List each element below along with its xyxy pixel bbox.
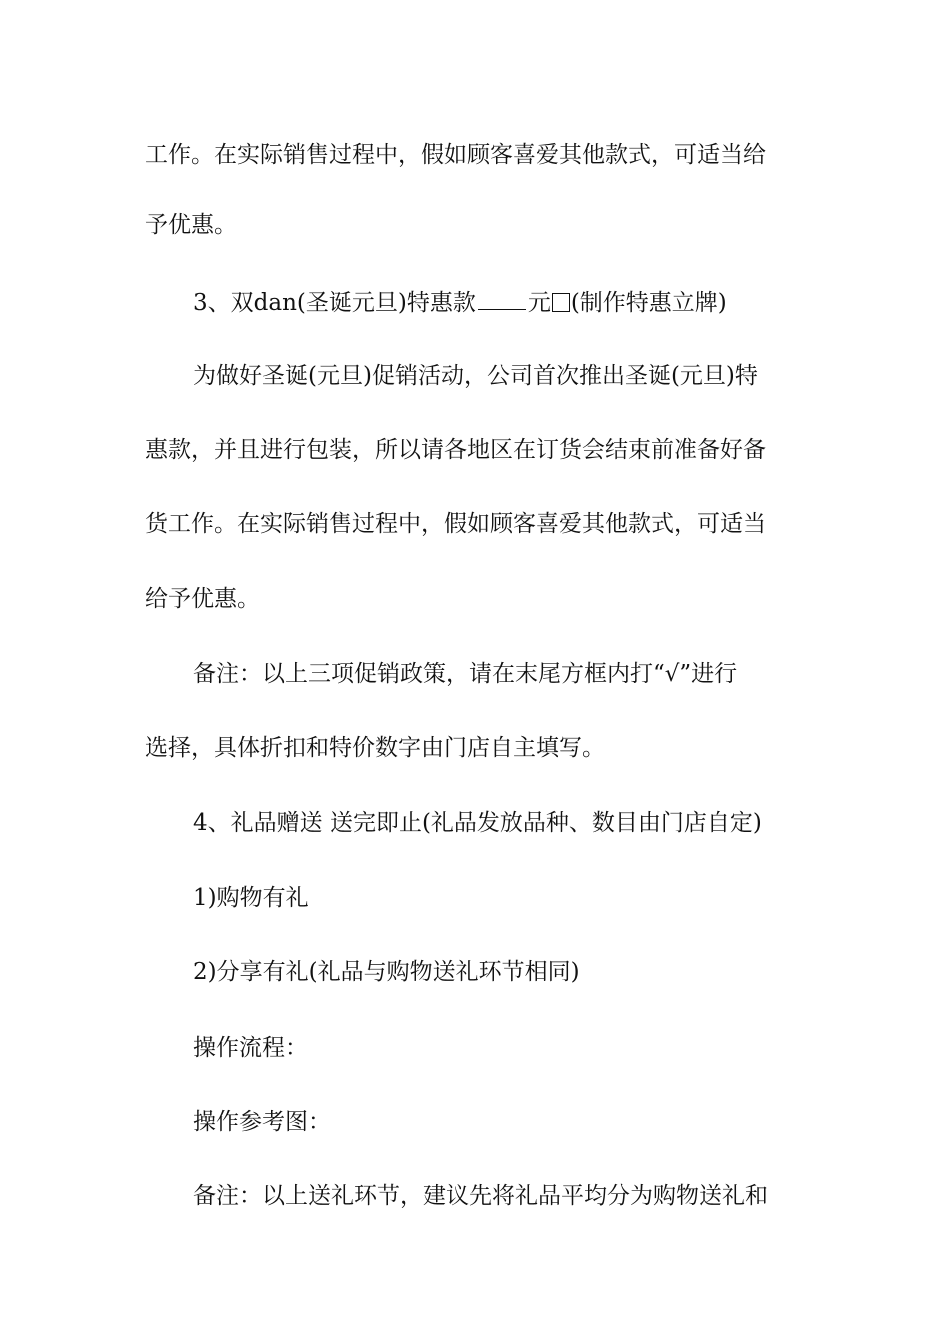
item-3-unit: 元 — [527, 290, 551, 316]
item-3-suffix: (制作特惠立牌) — [570, 290, 727, 316]
paragraph-line: 为做好圣诞(元旦)促销活动，公司首次推出圣诞(元旦)特 — [193, 363, 758, 389]
checkbox[interactable] — [552, 293, 570, 312]
paragraph-line: 给予优惠。 — [145, 586, 260, 612]
fill-in-blank[interactable] — [478, 289, 526, 310]
item-3-heading — [193, 288, 813, 318]
note-line: 备注：以上三项促销政策，请在末尾方框内打“√”进行 — [193, 661, 738, 687]
list-item: 2)分享有礼(礼品与购物送礼环节相同) — [193, 959, 580, 985]
note-line: 选择，具体折扣和特价数字由门店自主填写。 — [145, 735, 605, 761]
section-label: 操作流程： — [193, 1035, 308, 1061]
item-3-prefix: 3、双dan(圣诞元旦)特惠款 — [193, 290, 476, 316]
paragraph-line: 货工作。在实际销售过程中，假如顾客喜爱其他款式，可适当 — [145, 511, 766, 537]
section-label: 操作参考图： — [193, 1109, 331, 1135]
item-4-heading: 4、礼品赠送 送完即止(礼品发放品种、数目由门店自定) — [193, 810, 762, 836]
list-item: 1)购物有礼 — [193, 885, 309, 911]
paragraph-line: 工作。在实际销售过程中，假如顾客喜爱其他款式，可适当给 — [145, 142, 766, 168]
note-line: 备注：以上送礼环节，建议先将礼品平均分为购物送礼和 — [193, 1183, 768, 1209]
paragraph-line: 予优惠。 — [145, 212, 237, 238]
paragraph-line: 惠款，并且进行包装，所以请各地区在订货会结束前准备好备 — [145, 437, 766, 463]
